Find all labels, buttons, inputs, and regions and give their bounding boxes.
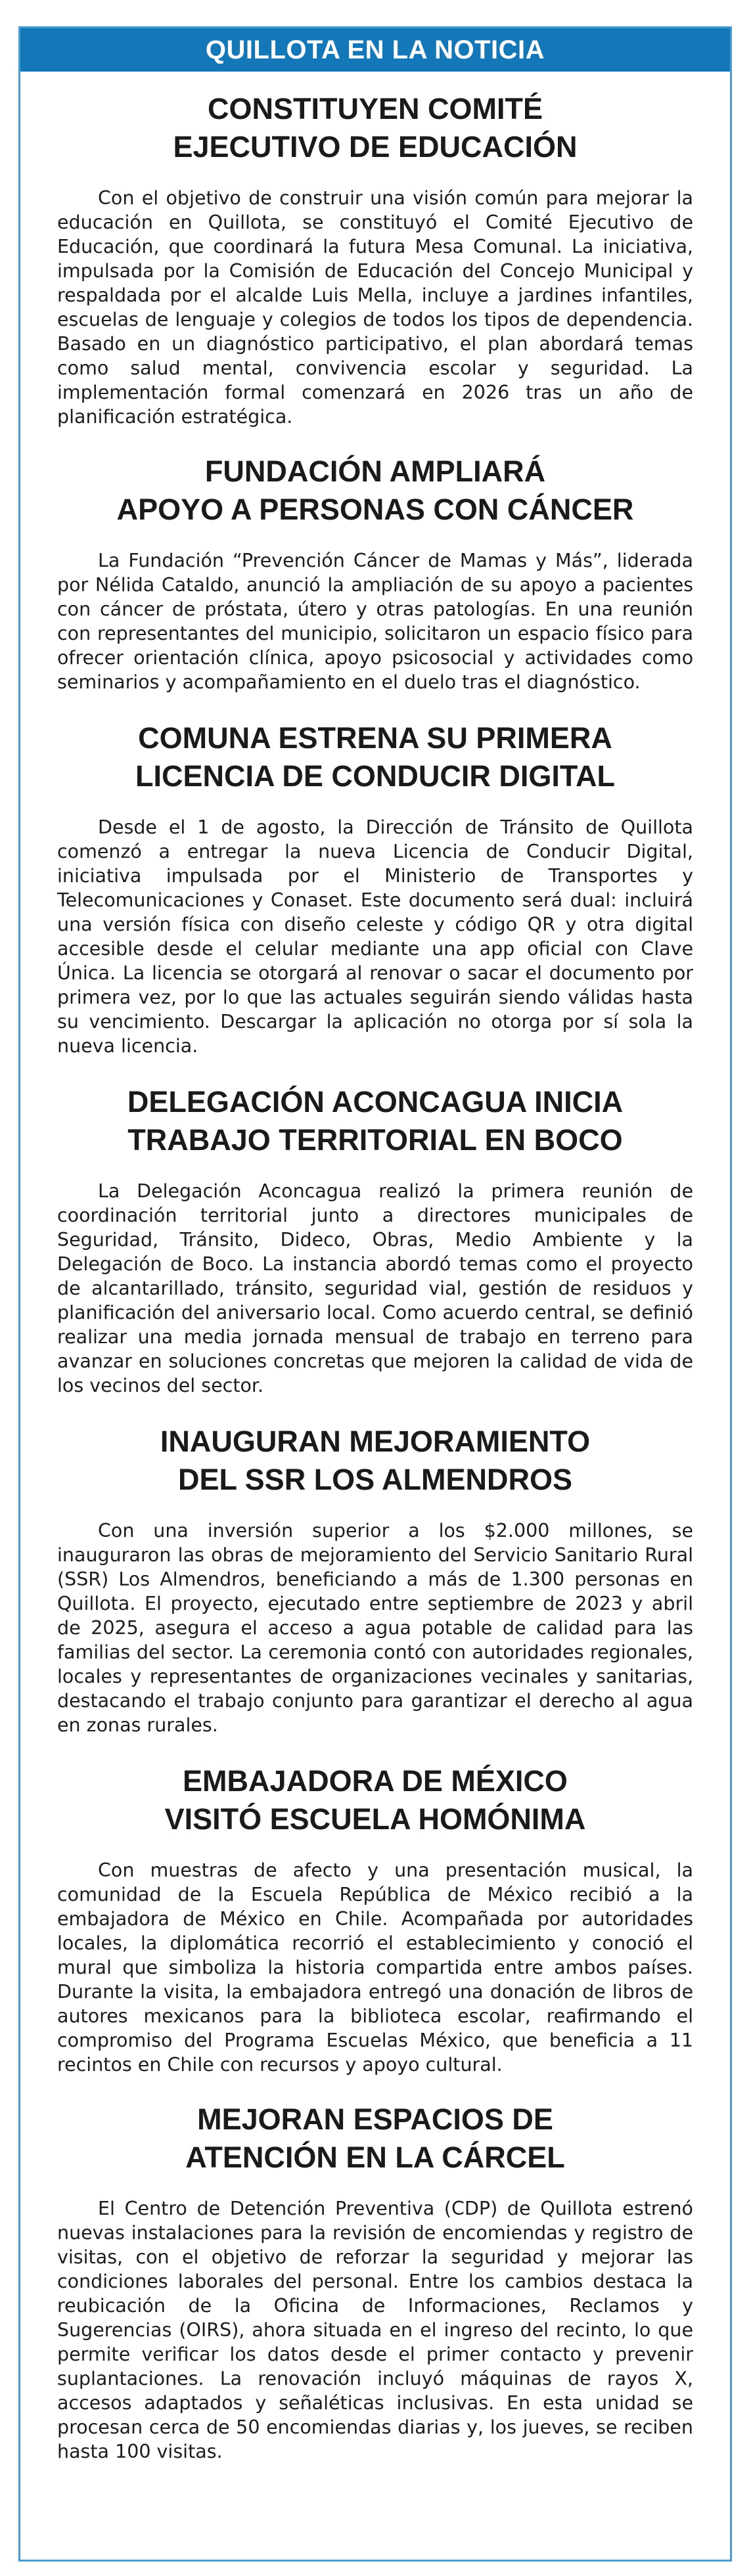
section-banner: QUILLOTA EN LA NOTICIA bbox=[20, 28, 730, 72]
article-prison-improvements bbox=[20, 2100, 730, 2464]
headline-line: APOYO A PERSONAS CON CÁNCER bbox=[116, 493, 634, 526]
headline-line: EMBAJADORA DE MÉXICO bbox=[183, 1764, 568, 1798]
article-ssr-los-almendros bbox=[20, 1423, 730, 1737]
headline-line: LICENCIA DE CONDUCIR DIGITAL bbox=[135, 759, 615, 793]
headline-line: DEL SSR LOS ALMENDROS bbox=[177, 1463, 573, 1496]
article-headline bbox=[57, 1083, 693, 1159]
headline-line: COMUNA ESTRENA SU PRIMERA bbox=[138, 721, 612, 755]
headline-line: TRABAJO TERRITORIAL EN BOCO bbox=[127, 1123, 623, 1157]
article-headline bbox=[57, 2100, 693, 2177]
article-headline bbox=[57, 1423, 693, 1499]
news-column bbox=[18, 26, 732, 2562]
article-cancer-foundation bbox=[20, 453, 730, 694]
article-digital-license bbox=[20, 719, 730, 1058]
article-body: La Fundación “Prevención Cáncer de Mamas y Más”, liderada por Nélida Cataldo, anunció la ampliación de su apoyo a pacientes con cáncer de próstata, útero y otras patologías. En una reunión con representantes del municipio, solicitaron un espacio físico para ofrecer orientación clínica, apoyo psicosocial y actividades como seminarios y acompañamiento en el duelo tras el diagnóstico. bbox=[57, 550, 693, 693]
article-body: Con el objetivo de construir una visión común para mejorar la educación en Quillota, se constituyó el Comité Ejecutivo de Educación, que coordinará la futura Mesa Comunal. La iniciativa, impulsada por la Comisión de Educación del Concejo Municipal y respaldada por el alcalde Luis Mella, incluye a jardines infantiles, escuelas de lenguaje y colegios de todos los tipos de dependencia. Basado en un diagnóstico participativo, el plan abordará temas como salud mental, convivencia escolar y seguridad. La implementación formal comenzará en 2026 tras un año de planificación estratégica. bbox=[57, 187, 693, 428]
article-education-committee bbox=[20, 90, 730, 429]
article-headline bbox=[57, 719, 693, 795]
article-headline bbox=[57, 1762, 693, 1838]
article-body: Con muestras de afecto y una presentación musical, la comunidad de la Escuela República de México recibió a la embajadora de México en Chile. Acompañada por autoridades locales, la diplomática recorrió el establecimiento y conoció el mural que simboliza la historia compartida entre ambos países. Durante la visita, la embajadora entregó una donación de libros de autores mexicanos para la biblioteca escolar, reafirmando el compromiso del Programa Escuelas México, que beneficia a 11 recintos en Chile con recursos y apoyo cultural. bbox=[57, 1859, 693, 2076]
article-body: La Delegación Aconcagua realizó la primera reunión de coordinación territorial junto a directores municipales de Seguridad, Tránsito, Dideco, Obras, Medio Ambiente y la Delegación de Boco. La instancia abordó temas como el proyecto de alcantarillado, tránsito, seguridad vial, gestión de residuos y planificación del aniversario local. Como acuerdo central, se definió realizar una media jornada mensual de trabajo en terreno para avanzar en soluciones concretas que mejoren la calidad de vida de los vecinos del sector. bbox=[57, 1180, 693, 1396]
headline-line: EJECUTIVO DE EDUCACIÓN bbox=[173, 130, 578, 164]
article-body: Desde el 1 de agosto, la Dirección de Tránsito de Quillota comenzó a entregar la nueva Licencia de Conducir Digital, iniciativa impulsada por el Ministerio de Transportes y Telecomunicaciones y Conaset. Este documento será dual: incluirá una versión física con diseño celeste y código QR y otra digital accesible desde el celular mediante una app oficial con Clave Única. La licencia se otorgará al renovar o sacar el documento por primera vez, por lo que las actuales seguirán siendo válidas hasta su vencimiento. Descargar la aplicación no otorga por sí sola la nueva licencia. bbox=[57, 816, 693, 1057]
headline-line: MEJORAN ESPACIOS DE bbox=[197, 2102, 553, 2136]
article-delegacion-aconcagua bbox=[20, 1083, 730, 1398]
headline-line: FUNDACIÓN AMPLIARÁ bbox=[204, 455, 546, 488]
article-body: Con una inversión superior a los $2.000 millones, se inauguraron las obras de mejoramiento del Servicio Sanitario Rural (SSR) Los Almendros, beneficiando a más de 1.300 personas en Quillota. El proyecto, ejecutado entre septiembre de 2023 y abril de 2025, asegura el acceso a agua potable de calidad para las familias del sector. La ceremonia contó con autoridades regionales, locales y representantes de organizaciones vecinales y sanitarias, destacando el trabajo conjunto para garantizar el derecho al agua en zonas rurales. bbox=[57, 1520, 693, 1736]
article-headline bbox=[57, 453, 693, 529]
article-body: El Centro de Detención Preventiva (CDP) de Quillota estrenó nuevas instalaciones para la revisión de encomiendas y registro de visitas, con el objetivo de reforzar la seguridad y mejorar las condiciones laborales del personal. Entre los cambios destaca la reubicación de la Oficina de Informaciones, Reclamos y Sugerencias (OIRS), ahora situada en el ingreso del recinto, lo que permite verificar los datos desde el primer contacto y prevenir suplantaciones. La renovación incluyó máquinas de rayos X, accesos adaptados y señaléticas inclusivas. En esta unidad se procesan cerca de 50 encomiendas diarias y, los jueves, se reciben hasta 100 visitas. bbox=[57, 2198, 693, 2462]
headline-line: DELEGACIÓN ACONCAGUA INICIA bbox=[127, 1085, 624, 1119]
headline-line: VISITÓ ESCUELA HOMÓNIMA bbox=[164, 1802, 586, 1836]
headline-line: INAUGURAN MEJORAMIENTO bbox=[160, 1425, 591, 1458]
article-headline bbox=[57, 90, 693, 166]
headline-line: ATENCIÓN EN LA CÁRCEL bbox=[185, 2141, 565, 2174]
headline-line: CONSTITUYEN COMITÉ bbox=[207, 92, 543, 125]
article-mexico-ambassador bbox=[20, 1762, 730, 2077]
